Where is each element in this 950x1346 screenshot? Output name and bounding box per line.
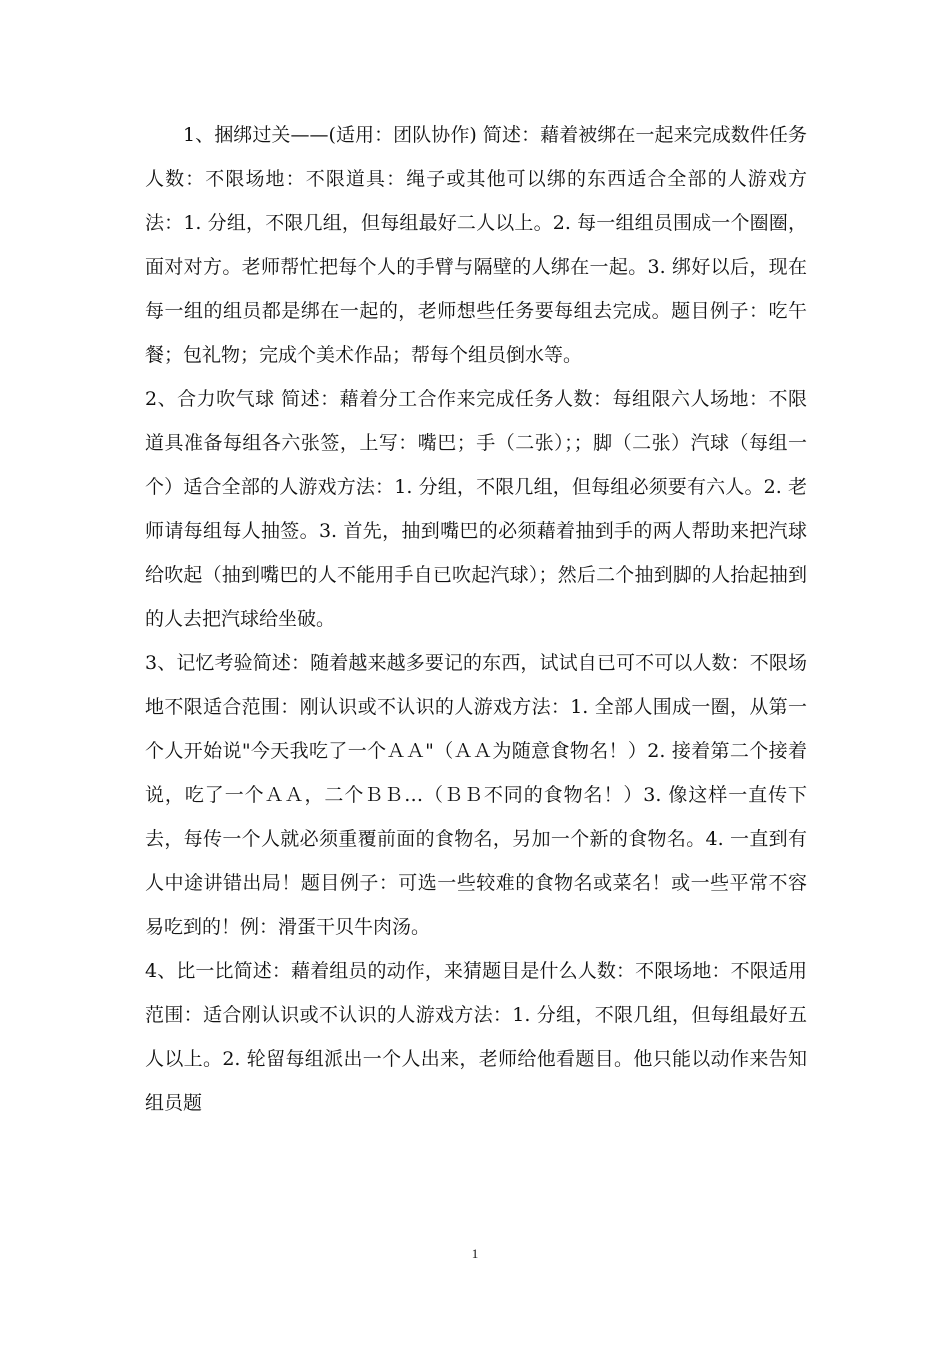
paragraph-1: 1、捆绑过关——(适用：团队协作) 简述：藉着被绑在一起来完成数件任务人数：不限场地：不限道具：绳子或其他可以绑的东西适合全部的人游戏方法：1. 分组，不限几组，但每组最好二人以上。2. 每一组组员围成一个圈圈，面对对方。老师帮忙把每个人的手臂与隔壁的人绑在一起。3. 绑好以后，现在每一组的组员都是绑在一起的，老师想些任务要每组去完成。题目例子：吃午餐；包礼物；完成个美术作品；帮每个组员倒水等。 <box>145 124 807 366</box>
page-number: 1 <box>471 1246 479 1261</box>
body-text <box>145 113 807 1125</box>
paragraph-3: 3、记忆考验简述：随着越来越多要记的东西，试试自已可不可以人数：不限场地不限适合范围：刚认识或不认识的人游戏方法：1. 全部人围成一圈，从第一个人开始说"今天我吃了一个ＡＡ"（ＡＡ为随意食物名！）2. 接着第二个接着说，吃了一个ＡＡ，二个ＢＢ…（ＢＢ不同的食物名！）3. 像这样一直传下去，每传一个人就必须重覆前面的食物名，另加一个新的食物名。4. 一直到有人中途讲错出局！题目例子：可选一些较难的食物名或菜名！或一些平常不容易吃到的！例：滑蛋干贝牛肉汤。 <box>145 652 807 938</box>
paragraph-4: 4、比一比简述：藉着组员的动作，来猜题目是什么人数：不限场地：不限适用范围：适合刚认识或不认识的人游戏方法：1. 分组，不限几组，但每组最好五人以上。2. 轮留每组派出一个人出来，老师给他看题目。他只能以动作来告知组员题 <box>145 960 807 1114</box>
paragraph-2: 2、合力吹气球 简述：藉着分工合作来完成任务人数：每组限六人场地：不限道具准备每组各六张签，上写：嘴巴；手（二张）；；脚（二张）汽球（每组一个）适合全部的人游戏方法：1. 分组，不限几组，但每组必须要有六人。2. 老师请每组每人抽签。3. 首先，抽到嘴巴的必须藉着抽到手的两人帮助来把汽球给吹起（抽到嘴巴的人不能用手自已吹起汽球）；然后二个抽到脚的人抬起抽到的人去把汽球给坐破。 <box>145 388 807 630</box>
